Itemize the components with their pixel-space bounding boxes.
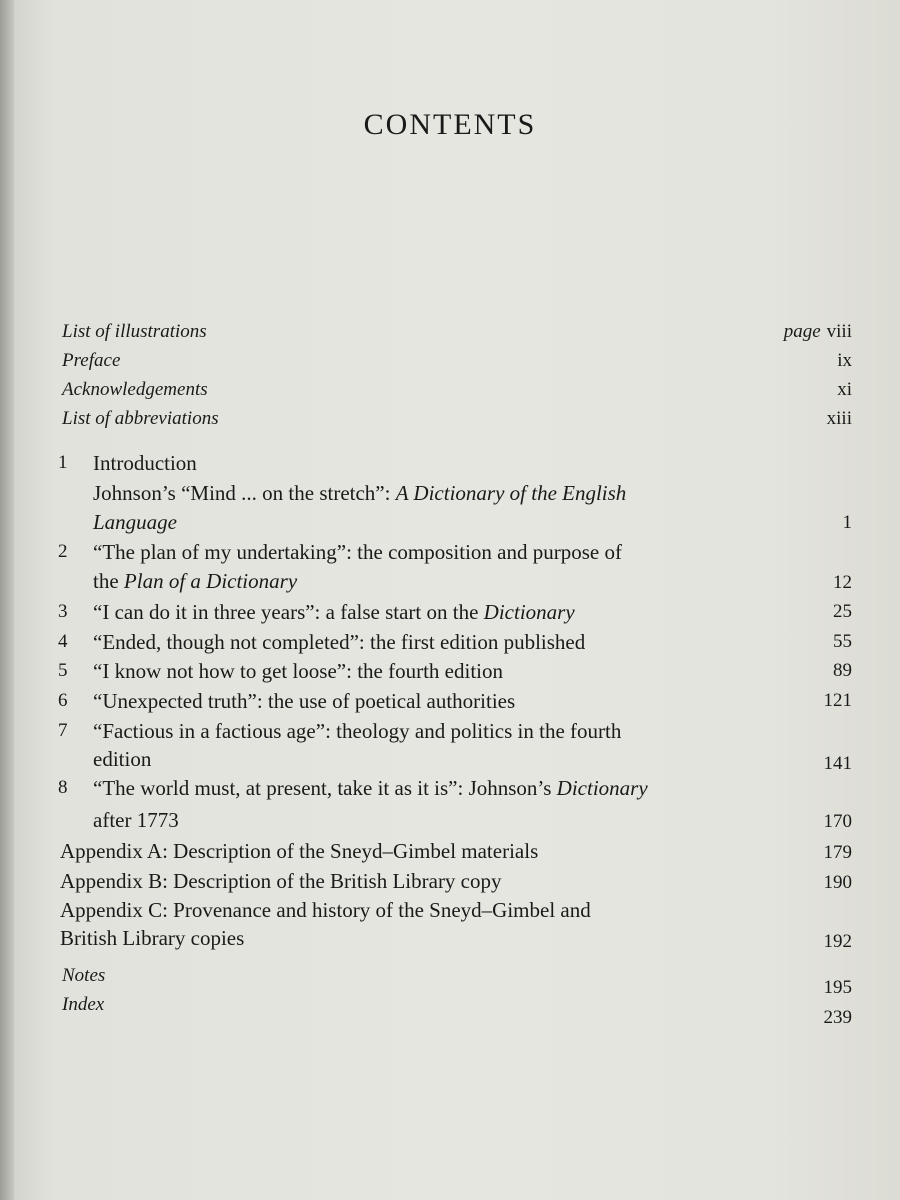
appendix-c-page: 192: [823, 931, 852, 952]
appendix-b-page: 190: [823, 872, 852, 893]
chapter-page: 55: [833, 631, 852, 652]
chapter-title: “Unexpected truth”: the use of poetical authorities: [93, 689, 516, 713]
chapter-number: 4: [58, 631, 68, 652]
chapter-number: 5: [58, 660, 68, 681]
chapter-title: [93, 773, 783, 803]
back-item-notes: Notes: [62, 965, 106, 986]
chapter-title: [93, 597, 783, 627]
chapter-title: “Factious in a factious age”: theology and politics in the fourth: [93, 719, 622, 743]
chapter-title: “Ended, though not completed”: the first edition published: [93, 630, 586, 654]
front-item-acknowledgements-page: xi: [837, 379, 852, 400]
chapter-number: 2: [58, 541, 68, 562]
appendix-c-line2: British Library copies: [60, 926, 245, 950]
chapter-page: 170: [823, 811, 852, 832]
appendix-a: Appendix A: Description of the Sneyd–Gimbel materials: [60, 839, 539, 863]
chapter-entry: [0, 686, 900, 716]
chapter-page: 1: [842, 512, 852, 533]
appendix-a-page: 179: [823, 842, 852, 863]
front-item-abbreviations-page: xiii: [826, 408, 852, 429]
chapter-title-text: Johnson’s “Mind ... on the stretch”:: [93, 481, 396, 505]
chapter-title-text: “The world must, at present, take it as it is”: Johnson’s: [93, 776, 557, 800]
chapter-title-line: [93, 507, 783, 537]
chapter-title-line: [93, 478, 783, 508]
appendix-c: Appendix C: Provenance and history of the Sneyd–Gimbel and: [60, 898, 591, 922]
front-item-illustrations: List of illustrations: [62, 321, 207, 342]
chapter-entry: [0, 537, 900, 567]
chapter-title-italic: Dictionary: [483, 600, 575, 624]
chapter-entry-line: [0, 478, 900, 508]
chapter-number: 7: [58, 720, 68, 741]
chapter-title-line: edition: [93, 747, 152, 771]
page-title: CONTENTS: [363, 108, 537, 141]
back-item-notes-page: 195: [823, 977, 852, 998]
front-item-acknowledgements: Acknowledgements: [62, 379, 208, 400]
chapter-title-line: after 1773: [93, 808, 179, 832]
front-item-illustrations-page: [784, 318, 852, 346]
chapter-page: 121: [823, 690, 852, 711]
chapter-title: “I know not how to get loose”: the fourth edition: [93, 659, 504, 683]
chapter-entry: [0, 627, 900, 657]
chapter-page: 12: [833, 572, 852, 593]
chapter-number: 3: [58, 601, 68, 622]
chapter-title-italic: Dictionary: [556, 776, 648, 800]
back-item-index: Index: [62, 994, 105, 1015]
chapter-entry: [0, 597, 900, 627]
chapter-title-italic: Language: [93, 510, 177, 534]
front-item-preface: Preface: [62, 350, 121, 371]
chapter-entry: [0, 716, 900, 746]
back-item-index-page: 239: [823, 1007, 852, 1028]
front-item-preface-page: ix: [837, 350, 852, 371]
chapter-title-text: “I can do it in three years”: a false start on the: [93, 600, 484, 624]
chapter-number: 6: [58, 690, 68, 711]
chapter-entry-line: [0, 566, 900, 596]
chapter-title-italic: Plan of a Dictionary: [123, 569, 298, 593]
chapter-title-text: the: [93, 569, 124, 593]
chapter-title: Introduction: [93, 451, 197, 475]
chapter-number: 1: [58, 452, 68, 473]
chapter-page: 141: [823, 753, 852, 774]
page-word: page: [783, 321, 821, 342]
chapter-page: 89: [833, 660, 852, 681]
chapter-number: 8: [58, 777, 68, 798]
chapter-title-italic: A Dictionary of the English: [395, 481, 627, 505]
chapter-entry-line: [0, 805, 900, 835]
chapter-title-line: [93, 566, 783, 596]
chapter-entry: [0, 773, 900, 803]
chapter-title: “The plan of my undertaking”: the composition and purpose of: [93, 540, 622, 564]
page-number: viii: [826, 321, 852, 342]
front-item-abbreviations: List of abbreviations: [62, 408, 219, 429]
appendix-b: Appendix B: Description of the British Library copy: [60, 869, 502, 893]
chapter-entry: [0, 448, 900, 478]
chapter-entry-line: [0, 507, 900, 537]
chapter-entry: [0, 656, 900, 686]
chapter-page: 25: [833, 601, 852, 622]
chapter-entry-line: [0, 744, 900, 774]
